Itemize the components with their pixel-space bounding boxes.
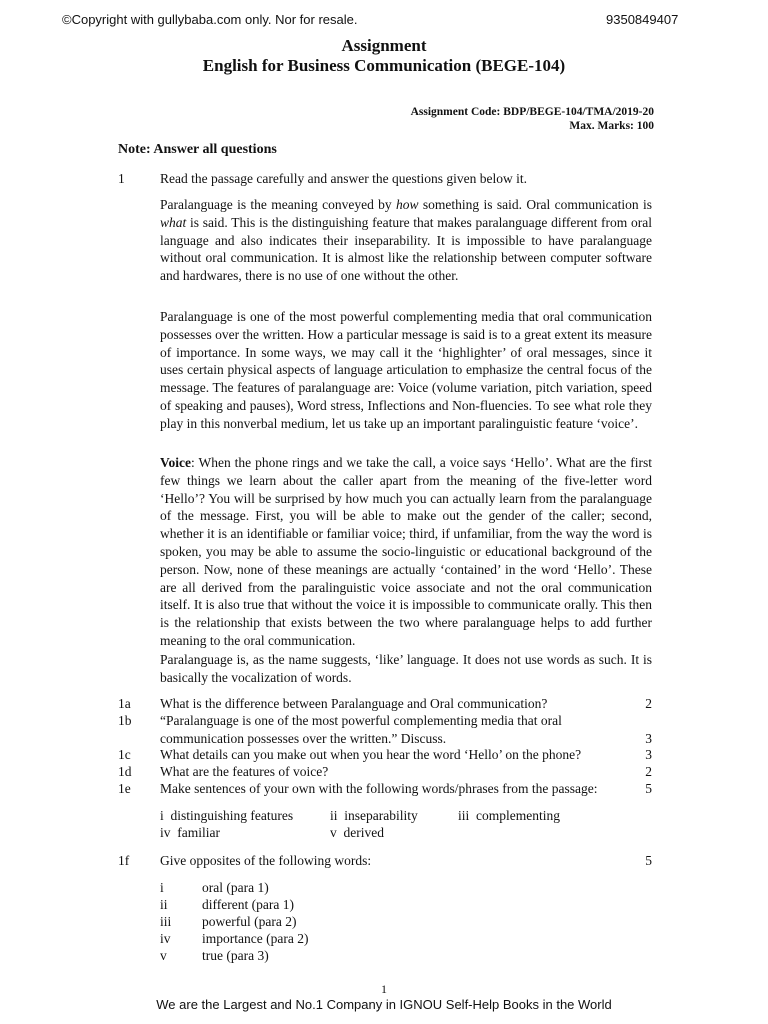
question-text: Give opposites of the following words: [160,853,372,868]
p3-body: : When the phone rings and we take the call, a voice says ‘Hello’. What are the first few things we learn about the caller apart from the meaning of the five-letter word ‘Hello’? You will be surprised by how much you can actually learn from the paralanguage of the message. First, you will be able to make out the gender of the caller; second, whether it is an identifiable or familiar voice; third, if unfamiliar, from the way the word is spoken, you may be able to assume the socio-linguistic or educational background of the person. Now, none of these meanings are actually ‘contained’ in the word ‘Hello’. These are all derived from the paralinguistic voice associate and not the oral communication itself. It is also true that without the voice it is impossible to communicate orally. This then is the relationship that exists between the two where paralanguage helps to add further meaning to the oral communication. [160,455,652,648]
assignment-code: Assignment Code: BDP/BEGE-104/TMA/2019-20 [410,106,654,118]
word-item [330,808,418,824]
question-id: 1f [118,853,130,868]
word-num: iii [458,808,470,823]
assignment-meta [411,105,654,133]
opposite-num: v [160,948,167,963]
document-title: Assignment [341,36,427,55]
p1-part-c: is said. This is the distinguishing feature that makes paralanguage different from oral language and also indicates their inseparability. It is impossible to have paralanguage without oral communication. It is almost like the relationship between computer software and hardwares, there is no use of one without the other. [160,214,652,284]
passage-paragraph-4: Paralanguage is, as the name suggests, ‘like’ language. It does not use words as such. It is basically the vocalization of words. [160,652,652,685]
question-marks: 5 [645,853,652,868]
word-num: iv [160,825,171,840]
word-num: v [330,825,337,840]
footer-tagline: We are the Largest and No.1 Company in IGNOU Self-Help Books in the World [156,997,612,1012]
word-item [330,825,384,841]
question-text-line1: “Paralanguage is one of the most powerful complementing media that oral [160,713,562,728]
word-text: complementing [476,808,560,823]
p1-part-a: Paralanguage is the meaning conveyed by [160,197,397,212]
word-text: inseparability [344,808,418,823]
question-text-line2: communication possesses over the written.” Discuss. [160,731,447,746]
opposite-num: iii [160,914,172,929]
question-marks: 5 [645,781,652,796]
opposite-word: oral (para 1) [202,880,269,895]
question-text: What details can you make out when you hear the word ‘Hello’ on the phone? [160,747,582,762]
question-marks: 2 [645,764,652,779]
p1-part-b: something is said. Oral communication is [418,197,652,212]
page-number: 1 [381,982,387,996]
copyright-notice: ©Copyright with gullybaba.com only. Nor for resale. [62,12,358,27]
word-num: i [160,808,164,823]
question-id: 1e [118,781,131,796]
opposite-word: true (para 3) [202,948,269,963]
opposite-num: i [160,880,164,895]
passage-paragraph-2: Paralanguage is one of the most powerful complementing media that oral communication possesses over the written. How a particular message is said is to a great extent its measure of importance. In some ways, we may call it the ‘highlighter’ of oral messages, since it uses certain physical aspects of language articulation to emphasize the central focus of the message. The features of paralanguage are: Voice (volume variation, pitch variation, speed of speaking and pauses), Word stress, Inflections and Non-fluencies. To see what role they play in this nonverbal medium, let us take up an important paralinguistic feature ‘voice’. [160,309,652,431]
word-text: distinguishing features [170,808,294,823]
question-text: What is the difference between Paralanguage and Oral communication? [160,696,548,711]
passage-paragraph-3 [160,454,652,650]
question-text: Make sentences of your own with the following words/phrases from the passage: [160,781,598,796]
question-1b [118,712,652,748]
question-instruction: Read the passage carefully and answer the questions given below it. [160,171,528,186]
question-id: 1d [118,764,132,779]
question-marks: 2 [645,696,652,711]
question-id: 1a [118,696,131,711]
word-text: derived [343,825,384,840]
opposite-word: importance (para 2) [202,931,309,946]
phone-number: 9350849407 [606,12,679,27]
p1-emphasis-how: how [396,197,419,212]
p1-emphasis-what: what [160,214,187,230]
p3-bold-voice: Voice [160,455,191,470]
word-item [160,825,220,841]
opposite-word: powerful (para 2) [202,914,297,929]
opposite-num: ii [160,897,168,912]
question-id: 1c [118,747,131,762]
question-text: What are the features of voice? [160,764,329,779]
word-num: ii [330,808,338,823]
word-item [458,808,560,824]
course-title: English for Business Communication (BEGE-104) [202,56,566,75]
passage-paragraph-1 [160,196,652,285]
question-number: 1 [118,171,125,186]
word-item [160,808,293,824]
max-marks: Max. Marks: 100 [569,120,654,132]
question-marks: 3 [645,747,652,762]
opposite-word: different (para 1) [202,897,294,912]
note: Note: Answer all questions [118,142,277,157]
opposite-num: iv [160,931,171,946]
question-id: 1b [118,713,132,728]
word-text: familiar [177,825,220,840]
question-marks: 3 [645,731,652,746]
